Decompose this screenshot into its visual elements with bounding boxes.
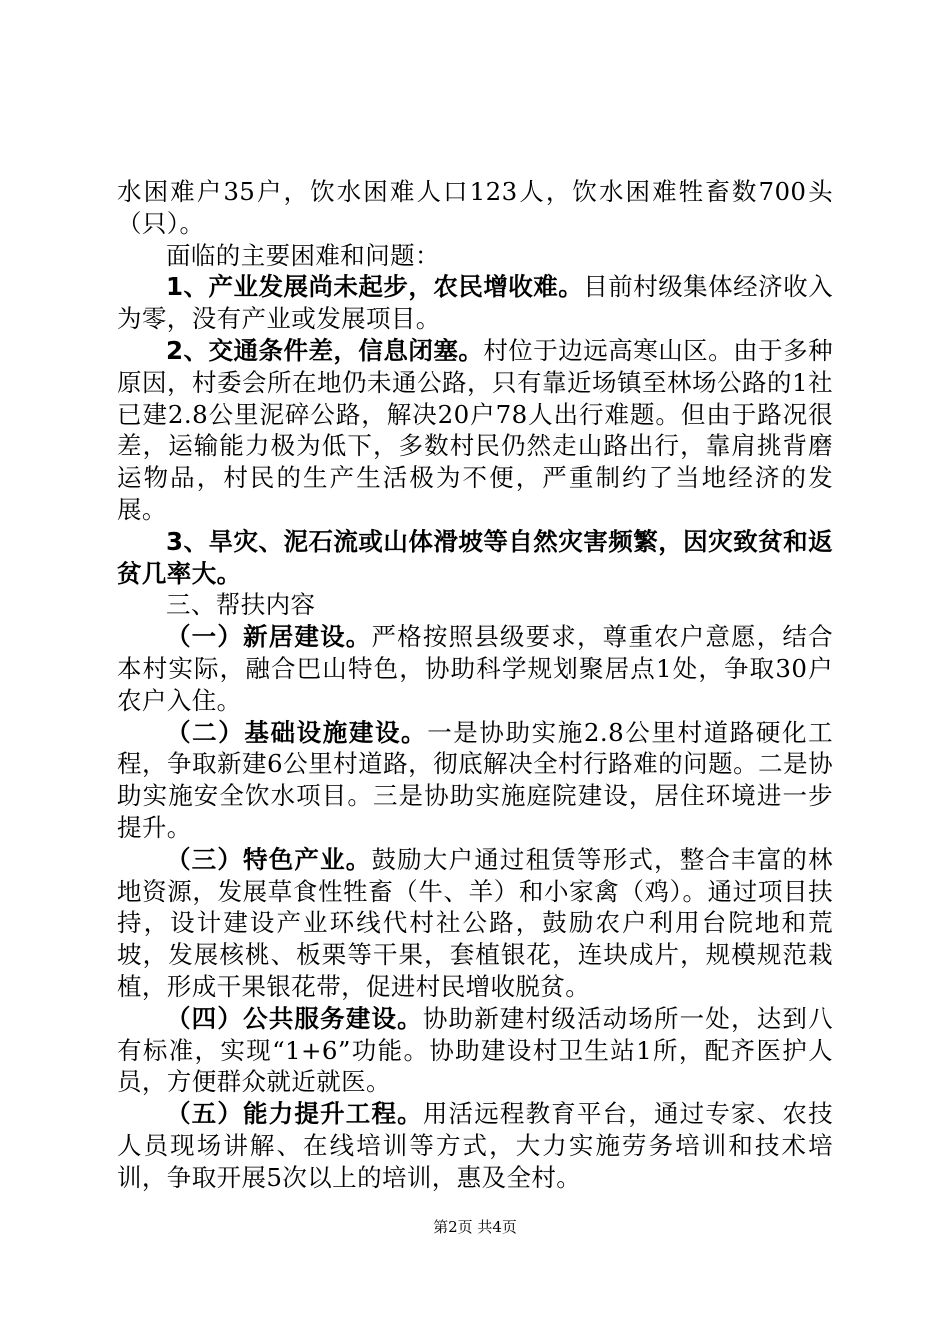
section-heading-text: 三、帮扶内容 bbox=[166, 590, 316, 620]
paragraph-4-text: 村位于边远高寒山区。由于多种原因，村委会所在地仍未通公路，只有靠近场镇至林场公路的1社已建2.8公里泥碎公路，解决20户78人出行难题。但由于路况很差，运输能力极为低下，多数村民仍然走山路出行，靠肩挑背磨运物品，村民的生产生活极为不便，严重制约了当地经济的发展。 bbox=[117, 335, 833, 524]
paragraph-4-heading: 2、交通条件差，信息闭塞。 bbox=[166, 335, 484, 365]
paragraph-9-text: 鼓励大户通过租赁等形式，整合丰富的林地资源，发展草食性牲畜（牛、羊）和小家禽（鸡）。通过项目扶持，设计建设产业环线代村社公路，鼓励农户利用台院地和荒坡，发展核桃、板栗等干果，套植银花，连块成片，规模规范栽植，形成干果银花带，促进村民增收脱贫。 bbox=[117, 844, 834, 1001]
paragraph-8-heading: （二）基础设施建设。 bbox=[166, 717, 428, 747]
paragraph-5 bbox=[117, 526, 833, 590]
paragraph-3-text: 目前村级集体经济收入为零，没有产业或发展项目。 bbox=[117, 272, 833, 334]
paragraph-7-heading: （一）新居建设。 bbox=[166, 622, 372, 652]
paragraph-9-heading: （三）特色产业。 bbox=[166, 844, 372, 874]
paragraph-8-text: 一是协助实施2.8公里村道路硬化工程，争取新建6公里村道路，彻底解决全村行路难的问题。二是协助实施安全饮水项目。三是协助实施庭院建设，居住环境进一步提升。 bbox=[117, 717, 834, 842]
page-number: 第2页 共4页 bbox=[433, 1218, 517, 1236]
paragraph-1-text: 水困难户35户，饮水困难人口123人，饮水困难牲畜数700头（只）。 bbox=[117, 177, 833, 238]
paragraph-3-heading: 1、产业发展尚未起步，农民增收难。 bbox=[166, 272, 584, 302]
document-body bbox=[117, 176, 833, 1194]
section-heading bbox=[117, 589, 833, 621]
paragraph-11-heading: （五）能力提升工程。 bbox=[166, 1099, 423, 1129]
paragraph-5-heading: 3、旱灾、泥石流或山体滑坡等自然灾害频繁，因灾致贫和返贫几率大。 bbox=[117, 526, 833, 588]
paragraph-10-text: 协助新建村级活动场所一处，达到八有标准，实现“1+6”功能。协助建设村卫生站1所，配齐医护人员，方便群众就近就医。 bbox=[117, 1003, 833, 1097]
paragraph-10 bbox=[117, 1003, 833, 1098]
paragraph-8 bbox=[117, 717, 833, 844]
paragraph-1 bbox=[117, 176, 833, 240]
paragraph-4 bbox=[117, 335, 833, 526]
paragraph-9 bbox=[117, 844, 833, 1003]
paragraph-11-text: 用活远程教育平台，通过专家、农技人员现场讲解、在线培训等方式，大力实施劳务培训和技术培训，争取开展5次以上的培训，惠及全村。 bbox=[117, 1099, 833, 1192]
paragraph-2-text: 面临的主要困难和问题： bbox=[166, 240, 440, 270]
paragraph-10-heading: （四）公共服务建设。 bbox=[166, 1003, 423, 1033]
paragraph-2 bbox=[117, 240, 833, 272]
paragraph-7 bbox=[117, 621, 833, 716]
paragraph-3 bbox=[117, 271, 833, 335]
paragraph-7-text: 严格按照县级要求，尊重农户意愿，结合本村实际，融合巴山特色，协助科学规划聚居点1处，争取30户农户入住。 bbox=[117, 622, 834, 715]
paragraph-11 bbox=[117, 1098, 833, 1193]
page-footer bbox=[0, 1216, 950, 1237]
